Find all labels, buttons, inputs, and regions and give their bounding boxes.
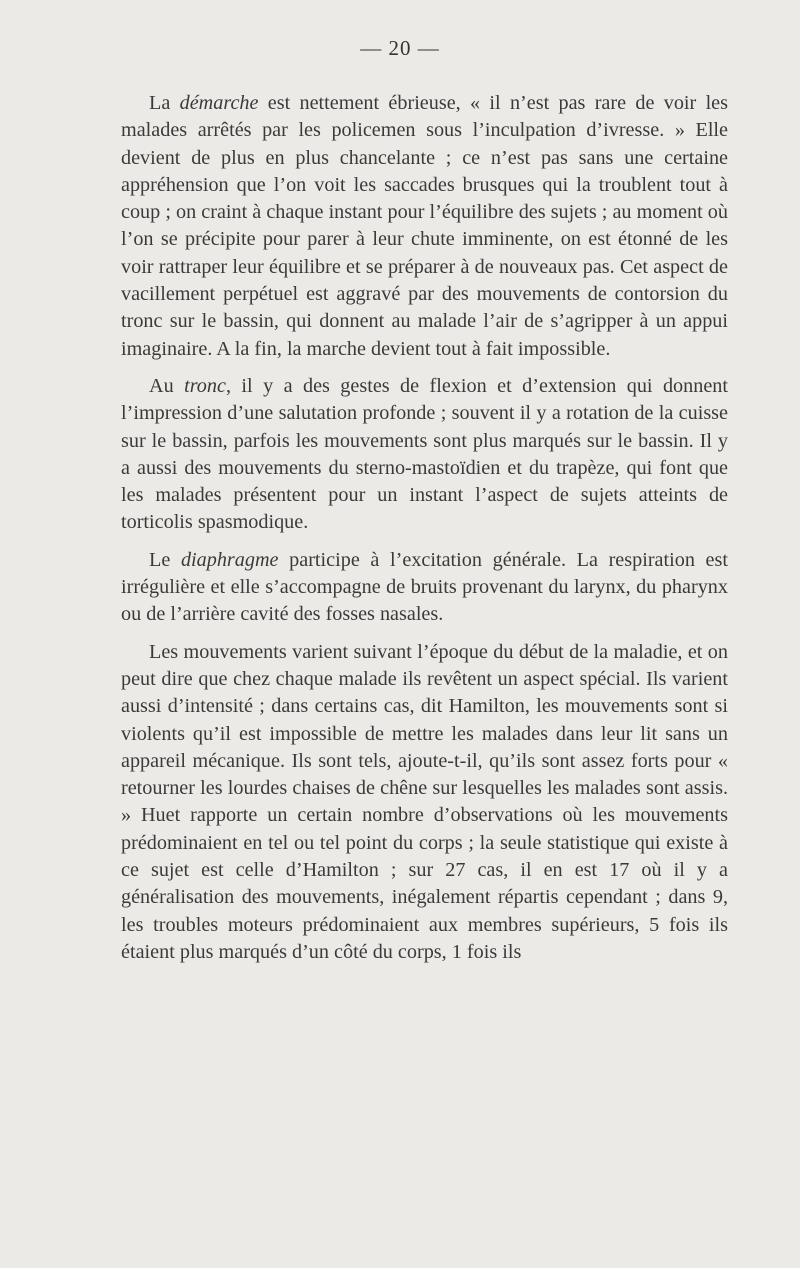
paragraph-lead: La bbox=[149, 92, 180, 114]
italic-term-tronc: tronc bbox=[184, 374, 226, 397]
paragraph-diaphragme bbox=[121, 547, 728, 629]
paragraph-mouvements bbox=[121, 639, 728, 967]
italic-term-demarche: démarche bbox=[179, 92, 259, 114]
paragraph-body: Les mouvements varient suivant l’époque du début de la maladie, et on peut dire que chez chaque malade ils revêtent un aspect spécial. Ils varient aussi d’intensité ; dans certains cas, dit Hamilton, les mouvements sont si violents qu’il est impossible de mettre les malades dans leur lit sans un appareil mécanique. Ils sont tels, ajoute-t-il, qu’ils sont assez forts pour « retourner les lourdes chaises de chêne sur lesquelles les malades sont assis. » Huet rapporte un certain nombre d’observations où les mouvements prédominaient en tel ou tel point du corps ; la seule statistique qui existe à ce sujet est celle d’Hamilton ; sur 27 cas, il en est 17 où il y a généralisation des mouvements, inégalement répartis cependant ; dans 9, les troubles moteurs prédominaient aux membres supérieurs, 5 fois ils étaient plus marqués d’un côté du corps, 1 fois ils bbox=[121, 640, 728, 963]
body-text bbox=[121, 90, 728, 966]
paragraph-lead: Le bbox=[149, 548, 181, 571]
paragraph-body: , il y a des gestes de flexion et d’extension qui donnent l’impression d’une salutation profonde ; souvent il y a rotation de la cuisse sur le bassin, parfois les mouvements sont plus marqués sur le bassin. Il y a aussi des mouvements du sterno-mastoïdien et du trapèze, qui font que les malades présentent pour un instant l’aspect de sujets atteints de torticolis spasmodique. bbox=[121, 374, 728, 534]
paragraph-body: est nettement ébrieuse, « il n’est pas rare de voir les malades arrêtés par les policemen sous l’inculpation d’ivresse. » Elle devient de plus en plus chancelante ; ce n’est pas sans une certaine appréhension que l’on voit les saccades brusques qui la troublent tout à coup ; on craint à chaque instant pour l’équilibre des sujets ; au moment où l’on se précipite pour parer à leur chute imminente, on est étonné de les voir rattraper leur équilibre et se préparer à de nouveaux pas. Cet aspect de vacillement perpétuel est aggravé par des mouvements de contorsion du tronc sur le bassin, qui donnent au malade l’air de s’agripper à un appui imaginaire. A la fin, la marche devient tout à fait impossible. bbox=[121, 92, 728, 360]
paragraph-body: participe à l’excitation générale. La respiration est irrégulière et elle s’accompagne de bruits provenant du larynx, du pharynx ou de l’arrière cavité des fosses nasales. bbox=[121, 548, 728, 626]
paragraph-tronc bbox=[121, 373, 728, 537]
italic-term-diaphragme: diaphragme bbox=[180, 548, 279, 571]
paragraph-demarche bbox=[121, 90, 728, 363]
paragraph-lead: Au bbox=[149, 374, 185, 397]
page-number: — 20 — bbox=[360, 36, 440, 60]
